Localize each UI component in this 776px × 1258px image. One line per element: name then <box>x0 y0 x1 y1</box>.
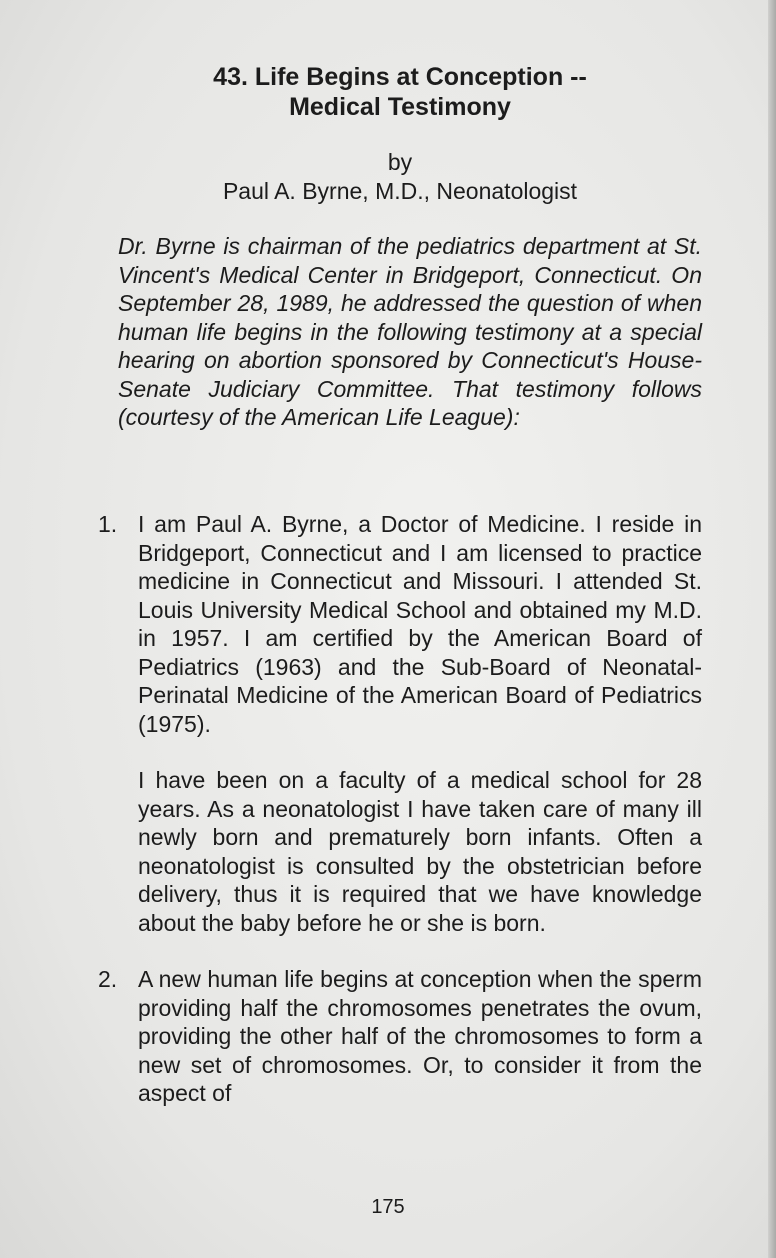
item-number: 1. <box>98 511 118 537</box>
testimony-list <box>98 510 702 1108</box>
byline-by: by <box>387 149 413 175</box>
item-number: 2. <box>98 966 118 992</box>
byline-author: Paul A. Byrne, M.D., Neonatologist <box>222 178 578 204</box>
testimony-item-1 <box>98 510 702 937</box>
item-1-paragraph-2: I have been on a faculty of a medical school for 28 years. As a neonatologist I have taken care of many ill newly born and prematurely born infants. Often a neonatologist is consulted by the obstetrician before delivery, thus it is required that we have knowledge about the baby before he or she is born. <box>138 767 702 936</box>
page-edge-shadow <box>768 0 776 1258</box>
item-1-paragraph-1: I am Paul A. Byrne, a Doctor of Medicine. I reside in Bridgeport, Connecticut and I am licensed to practice medicine in Connecticut and Missouri. I attended St. Louis University Medical School and obtained my M.D. in 1957. I am certified by the American Board of Pediatrics (1963) and the Sub-Board of Neonatal-Perinatal Medicine of the American Board of Pediatrics (1975). <box>138 511 702 737</box>
byline <box>140 148 660 206</box>
chapter-title <box>140 62 660 122</box>
chapter-title-line-1: 43. Life Begins at Conception -- <box>213 63 587 91</box>
page-number: 175 <box>371 1196 405 1218</box>
item-2-paragraph-1: A new human life begins at conception when the sperm providing half the chromosomes penetrates the ovum, providing the other half of the chromosomes to form a new set of chromosomes. Or, to consider it from the aspect of <box>138 966 702 1106</box>
chapter-title-line-2: Medical Testimony <box>289 93 511 121</box>
intro-paragraph: Dr. Byrne is chairman of the pediatrics department at St. Vincent's Medical Center in Bridgeport, Connecticut. On September 28, 1989, he addressed the question of when human life begins in the following testimony at a special hearing on abortion sponsored by Connecticut's House-Senate Judiciary Committee. That testimony follows (courtesy of the American Life League): <box>118 233 702 430</box>
testimony-item-2 <box>98 965 702 1108</box>
